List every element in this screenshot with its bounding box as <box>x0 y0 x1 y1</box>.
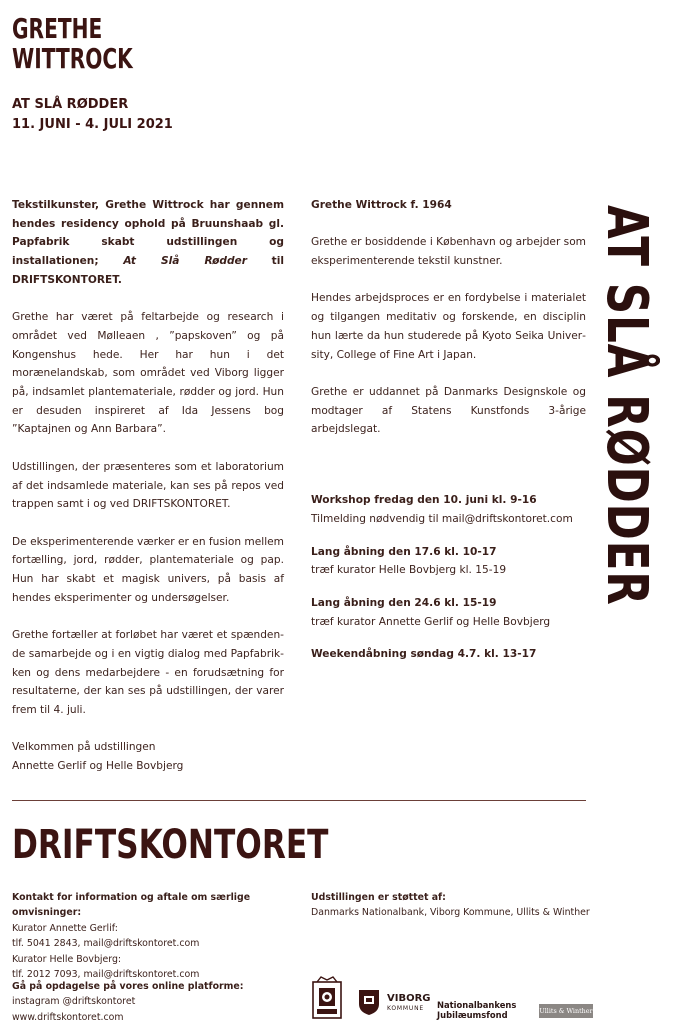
bio-paragraph-2: Hendes arbejdsproces er en fordybelse i materialet og tilgangen meditativ og forskende, en disciplin hun lærte da hun studerede på Kyoto Seika University, College of Fine Art i Japan. <box>311 292 586 361</box>
event-detail: Tilmelding nødvendig til mail@driftskontoret.com <box>311 512 573 525</box>
website-link[interactable]: www.driftskontoret.com <box>12 1011 124 1023</box>
event-detail: træf kurator Helle Bovbjerg kl. 15-19 <box>311 564 507 577</box>
bio-paragraph-1: Grethe er bosiddende i København og arbejder som eksperimenterende tekstil kunstner. <box>311 236 586 268</box>
exhibition-title: AT SLÅ RØDDER <box>12 97 129 112</box>
vertical-title-text: AT SLÅ RØDDER <box>594 205 659 606</box>
exhibition-dates: 11. JUNI - 4. JULI 2021 <box>12 117 173 132</box>
event-item <box>311 594 586 631</box>
right-text-column <box>311 196 586 678</box>
contact-info <box>12 890 312 982</box>
event-title: Weekendåbning søndag 4.7. kl. 13-17 <box>311 648 537 661</box>
contact-line: Kurator Helle Bovbjerg: <box>12 953 122 965</box>
events-list <box>311 491 586 664</box>
sponsors-text: Danmarks Nationalbank, Viborg Kommune, Ullits & Winther <box>311 907 590 919</box>
intro-italic-title: At Slå Rødder <box>123 255 247 268</box>
event-item <box>311 491 586 528</box>
intro-paragraph <box>12 196 284 290</box>
intro-bold-text: Tekstilkunster, Grethe Wittrock har gennem hendes residency ophold på Bruunshaab gl. Papfabrik skabt udstillingen og installationen; <box>12 199 284 268</box>
event-title: Workshop fredag den 10. juni kl. 9-16 <box>311 494 537 507</box>
artist-name-line-1: GRETHE <box>12 12 103 45</box>
online-platforms <box>12 979 312 1025</box>
viborg-logo-subtext: KOMMUNE <box>387 1005 424 1012</box>
vertical-exhibition-title <box>594 205 659 725</box>
paragraph-welcome <box>12 738 284 775</box>
nationalbank-logo-line-2: Jubilæumsfond <box>437 1010 508 1020</box>
viborg-shield-icon <box>357 988 381 1016</box>
paragraph-works: De eksperimenterende værker er en fusion mellem fortælling, jord, rødder, plantemateriale og pap. Hun har skabt et magisk univers, på basis af hendes eksperimenter og undersøgelser. <box>12 535 284 604</box>
sponsors-heading: Udstillingen er støttet af: <box>311 892 446 903</box>
event-item <box>311 543 586 580</box>
crest-logo-icon <box>311 976 343 1020</box>
paragraph-collaboration: Grethe fortæller at forløbet har været et spændende samarbejde og i en vigtig dialog med Papfabrikken og dens medarbejdere - en forudsætning for resultaterne, der kan ses på udstillingen, der varer frem til 4. juli. <box>12 629 284 716</box>
instagram-link[interactable]: instagram @driftskontoret <box>12 996 136 1008</box>
curators-line: Annette Gerlif og Helle Bovbjerg <box>12 760 184 773</box>
intro-bold-end: til DRIFTSKONTORET. <box>12 255 284 286</box>
event-detail: træf kurator Annette Gerlif og Helle Bovbjerg <box>311 615 551 628</box>
viborg-logo-text: VIBORG <box>387 993 431 1004</box>
event-title: Lang åbning den 17.6 kl. 10-17 <box>311 545 497 558</box>
nationalbank-logo <box>437 1000 529 1022</box>
nationalbank-logo-line-1: Nationalbankens <box>437 1000 517 1010</box>
sponsors-info <box>311 890 601 921</box>
paragraph-laboratory: Udstillingen, der præsenteres som et laboratorium af det indsamlede materiale, kan ses på repos ved trappen samt i og ved DRIFTSKONTORET. <box>12 460 284 511</box>
footer-divider <box>12 800 586 801</box>
left-text-column <box>12 196 284 794</box>
online-heading: Gå på opdagelse på vores online platforme: <box>12 981 244 992</box>
paragraph-fieldwork: Grethe har været på feltarbejde og research i området ved Mølleaen , ”papskoven” og på Kongenshus hede. Her har hun i det morænelandskab, som området ved Viborg ligger på, indsamlet plantemateriale, rødder og jord. Hun er desuden inspireret af Ida Jessens bog ”Kaptajnen og Ann Barbara”. <box>12 311 284 436</box>
contact-heading: Kontakt for information og aftale om særlige omvisninger: <box>12 892 251 919</box>
event-title: Lang åbning den 24.6 kl. 15-19 <box>311 596 497 609</box>
event-item <box>311 645 586 664</box>
driftskontoret-logo: DRIFTSKONTORET <box>12 822 329 868</box>
bio-heading: Grethe Wittrock f. 1964 <box>311 199 452 211</box>
ullits-winther-logo <box>539 1004 593 1018</box>
viborg-kommune-logo <box>357 988 429 1018</box>
sponsor-logos <box>311 976 593 1022</box>
bio-paragraph-3: Grethe er uddannet på Danmarks Designskole og modtager af Statens Kunstfonds 3-årige arbejdslegat. <box>311 385 586 436</box>
contact-line: tlf. 5041 2843, mail@driftskontoret.com <box>12 938 200 950</box>
contact-line: tlf. 2012 7093, mail@driftskontoret.com <box>12 969 200 981</box>
contact-line: Kurator Annette Gerlif: <box>12 922 118 934</box>
artist-name-line-2: WITTROCK <box>12 42 133 75</box>
ullits-logo-text: Ullits & Winther <box>539 1004 593 1018</box>
welcome-line: Velkommen på udstillingen <box>12 741 156 754</box>
